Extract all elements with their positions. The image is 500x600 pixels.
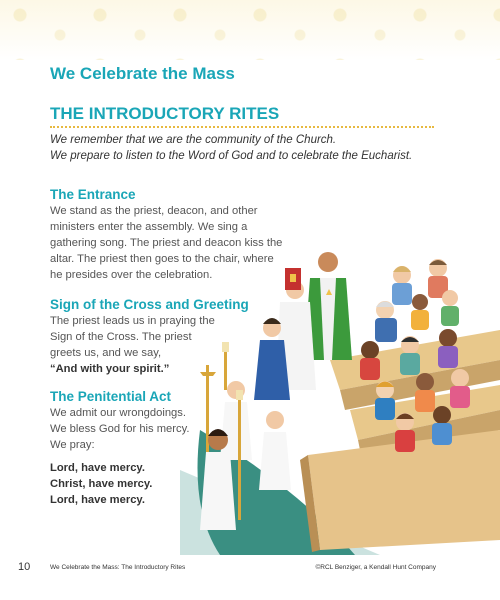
intro-line: We remember that we are the community of the Church. [50, 134, 337, 146]
intro-text [50, 132, 450, 164]
section-heading: The Entrance [50, 187, 136, 202]
body-line: Sign of the Cross. The priest [50, 331, 192, 343]
running-title: We Celebrate the Mass: The Introductory Rites [50, 564, 186, 571]
body-line: We stand as the priest, deacon, and other [50, 205, 258, 217]
copyright: ©RCL Benziger, a Kendall Hunt Company [315, 564, 436, 571]
procession-illustration [180, 250, 500, 555]
body-line: We admit our wrongdoings. [50, 407, 186, 419]
body-line: We pray: [50, 439, 95, 451]
body-line: greets us, and we say, [50, 347, 162, 359]
dotted-divider [50, 126, 434, 128]
section-heading: Sign of the Cross and Greeting [50, 297, 249, 312]
page-number: 10 [18, 561, 31, 573]
header-texture [0, 0, 500, 60]
body-line: We bless God for his mercy. [50, 423, 190, 435]
body-line: altar. The priest then goes to the chair, where [50, 253, 274, 265]
page-title: We Celebrate the Mass [50, 64, 235, 83]
response-line: “And with your spirit.” [50, 363, 170, 375]
intro-line: We prepare to listen to the Word of God and to celebrate the Eucharist. [50, 150, 413, 162]
body-line: The priest leads us in praying the [50, 315, 215, 327]
prayer-line: Lord, have mercy. [50, 462, 145, 474]
body-line: ministers enter the assembly. We sing a [50, 221, 248, 233]
body-line: he presides over the celebration. [50, 269, 213, 281]
prayer-line: Christ, have mercy. [50, 478, 153, 490]
section-title: THE INTRODUCTORY RITES [50, 104, 280, 123]
prayer-line: Lord, have mercy. [50, 494, 145, 506]
section-heading: The Penitential Act [50, 389, 172, 404]
body-line: gathering song. The priest and deacon kiss the [50, 237, 283, 249]
